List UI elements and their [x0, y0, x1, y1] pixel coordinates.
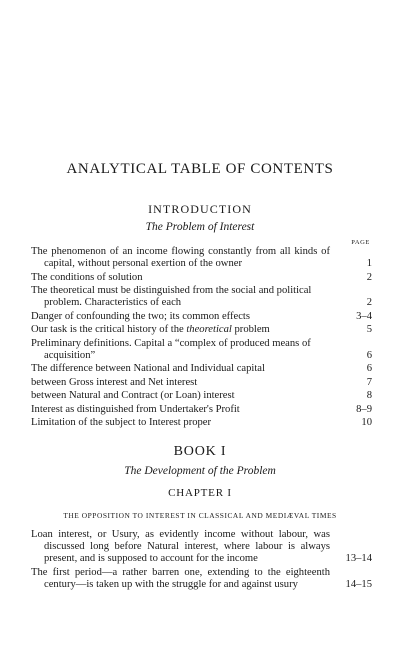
toc-entry	[31, 338, 372, 362]
introduction-heading: INTRODUCTION	[148, 202, 252, 216]
page-title: ANALYTICAL TABLE OF CONTENTS	[66, 161, 334, 177]
toc-entry	[31, 272, 372, 284]
toc-entry	[31, 363, 372, 375]
toc-entry-text: Preliminary definitions. Capital a “complex of produced means of acquisition”	[31, 337, 311, 361]
toc-entry-text: The conditions of solution	[31, 271, 143, 283]
toc-entry-text: Limitation of the subject to Interest proper	[31, 417, 212, 428]
page-column-label: PAGE	[351, 239, 370, 246]
toc-entry-text: between Natural and Contract (or Loan) interest	[31, 390, 235, 401]
toc-entry-page: 8	[366, 390, 372, 401]
book-subheading: The Development of the Problem	[124, 465, 276, 477]
toc-entry-page: 14–15	[345, 578, 372, 590]
toc-entry	[31, 567, 372, 591]
introduction-subheading: The Problem of Interest	[145, 221, 255, 233]
toc-entry-text-after: problem	[231, 324, 270, 335]
toc-entry-page: 3–4	[356, 310, 372, 322]
toc-entry-text-before: Our task is the critical history of the	[31, 324, 187, 335]
toc-entry	[31, 311, 372, 323]
introduction-toc	[31, 246, 372, 431]
toc-entry	[31, 377, 372, 389]
toc-entry-text-emphasis: theoretical	[186, 324, 232, 335]
toc-entry	[31, 404, 372, 416]
toc-entry-page: 13–14	[345, 553, 372, 564]
toc-entry-text: Danger of confounding the two; its common effects	[31, 310, 250, 322]
chapter-heading: CHAPTER I	[168, 487, 232, 499]
toc-entry-page: 5	[366, 324, 372, 335]
toc-entry	[31, 417, 372, 429]
toc-entry-page: 2	[366, 271, 372, 283]
toc-entry-text: The theoretical must be distinguished from the social and political problem. Characteristics of each	[31, 285, 312, 308]
toc-entry-page: 2	[366, 297, 372, 308]
toc-entry	[31, 246, 372, 270]
toc-entry	[31, 390, 372, 402]
toc-entry-text	[31, 324, 330, 336]
book-heading: BOOK I	[173, 444, 227, 459]
toc-entry-page: 7	[366, 376, 372, 388]
toc-entry-text: between Gross interest and Net interest	[31, 376, 198, 388]
toc-entry-text: Loan interest, or Usury, as evidently income without labour, was discussed long before Natural interest, where labour is always present, and is supposed to account for the income	[31, 529, 330, 564]
chapter-title: THE OPPOSITION TO INTEREST IN CLASSICAL AND MEDIÆVAL TIMES	[63, 511, 337, 520]
toc-entry-page: 6	[366, 349, 372, 361]
toc-entry-text: Interest as distinguished from Undertaker's Profit	[31, 403, 240, 415]
toc-entry-text: The first period—a rather barren one, extending to the eighteenth century—is taken up with the struggle for and against usury	[31, 566, 330, 590]
chapter-toc	[31, 529, 372, 592]
toc-entry	[31, 529, 372, 565]
toc-entry-page: 6	[366, 363, 372, 374]
toc-entry-page: 8–9	[356, 403, 372, 415]
toc-entry-page: 1	[366, 258, 372, 269]
toc-entry-text: The phenomenon of an income flowing constantly from all kinds of capital, without personal exertion of the owner	[31, 246, 330, 269]
toc-entry-page: 10	[361, 417, 372, 428]
toc-entry	[31, 285, 372, 309]
toc-entry-text: The difference between National and Individual capital	[31, 363, 265, 374]
toc-entry	[31, 324, 372, 336]
